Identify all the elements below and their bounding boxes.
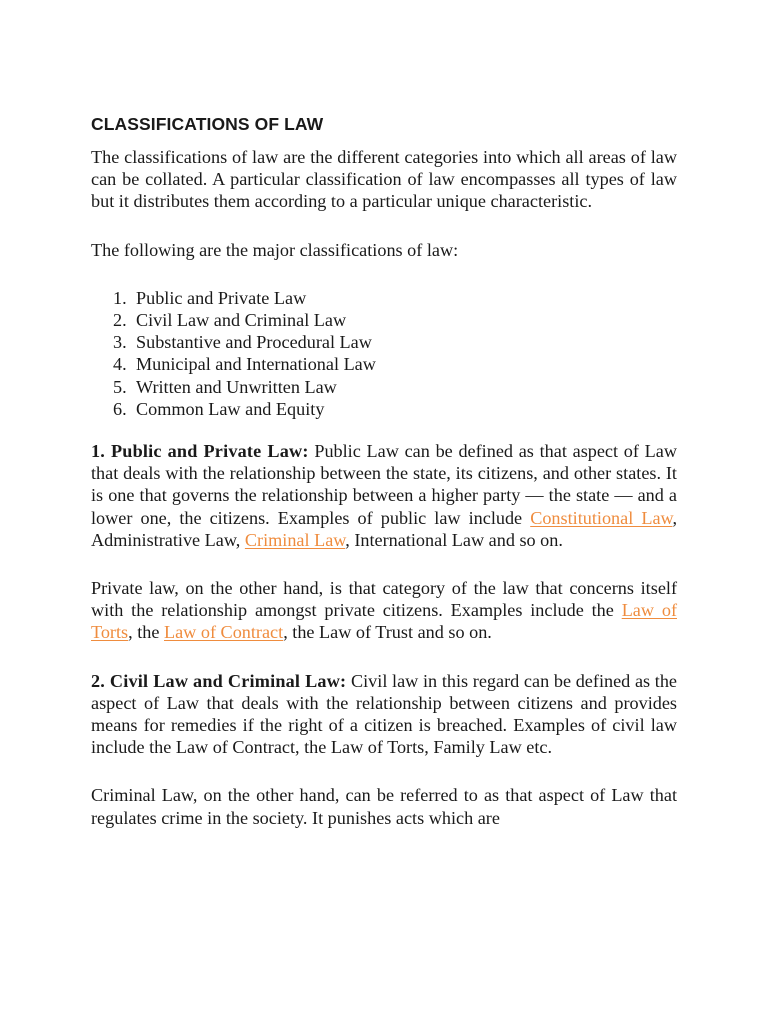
private-text-c: , the Law of Trust and so on.: [283, 622, 492, 643]
section1-text-b: , Administrative Law,: [91, 507, 678, 550]
section1-private-paragraph: [91, 577, 677, 644]
list-item-label: Written and Unwritten Law: [136, 376, 337, 397]
list-item-label: Civil Law and Criminal Law: [136, 310, 347, 331]
list-item-label: Substantive and Procedural Law: [136, 332, 372, 353]
section1-text-c: , International Law and so on.: [345, 529, 563, 550]
law-of-contract-link[interactable]: Law of Contract: [164, 622, 284, 643]
section2-civil-paragraph: [91, 670, 677, 759]
list-item-label: Common Law and Equity: [136, 398, 325, 419]
section1-text-a: Public Law can be defined as that aspect of Law that deals with the relationship between the state, its citizens, and other states. It is one that governs the relationship between a higher party — the state — and a lower one, the citizens. Examples of public law include: [91, 441, 677, 528]
list-item-label: Municipal and International Law: [136, 354, 376, 375]
list-item-number: 1.: [113, 287, 127, 308]
private-text-a: Private law, on the other hand, is that category of the law that concerns itself with the relationship amongst private citizens. Examples include the: [91, 578, 677, 621]
list-item-number: 6.: [113, 398, 127, 419]
list-item-number: 5.: [113, 376, 127, 397]
list-item: [113, 398, 677, 420]
section2-text: Civil law in this regard can be defined as the aspect of Law that deals with the relationship between citizens and provides means for remedies if the right of a citizen is breached. Examples of civil law include the Law of Contract, the Law of Torts, Family Law etc.: [91, 670, 677, 758]
private-text-b: , the: [128, 622, 164, 643]
list-item: [113, 309, 677, 331]
list-intro: The following are the major classifications of law:: [91, 239, 459, 260]
list-item: [113, 353, 677, 375]
list-item: [113, 331, 677, 353]
list-item-number: 3.: [113, 332, 127, 353]
document-content: [91, 113, 677, 829]
constitutional-law-link[interactable]: Constitutional Law: [530, 507, 673, 528]
classification-list: [91, 287, 677, 420]
list-item-number: 2.: [113, 310, 127, 331]
list-item: [113, 287, 677, 309]
section2-heading: 2. Civil Law and Criminal Law:: [91, 670, 347, 691]
list-item-label: Public and Private Law: [136, 287, 307, 308]
section1-public-paragraph: [91, 440, 677, 551]
section1-heading: 1. Public and Private Law:: [91, 441, 309, 462]
list-item-number: 4.: [113, 354, 127, 375]
law-of-torts-link[interactable]: Law of Torts: [91, 600, 677, 643]
list-item: [113, 376, 677, 398]
section2-criminal-paragraph: Criminal Law, on the other hand, can be referred to as that aspect of Law that regulates crime in the society. It punishes acts which are: [91, 785, 677, 828]
criminal-law-link[interactable]: Criminal Law: [244, 529, 346, 550]
document-title: CLASSIFICATIONS OF LAW: [91, 114, 324, 134]
intro-paragraph: The classifications of law are the different categories into which all areas of law can be collated. A particular classification of law encompasses all types of law but it distributes them according to a particular unique characteristic.: [91, 147, 677, 212]
